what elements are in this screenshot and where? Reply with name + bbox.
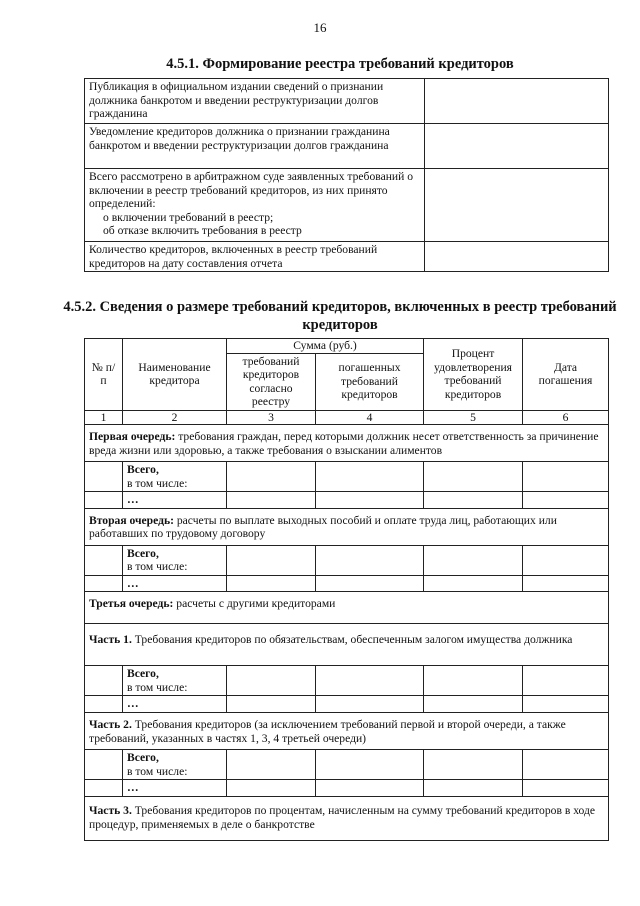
row-label: Публикация в официальном издании сведений о признании должника банкротом и введении реструктуризации долгов гражданина <box>85 79 425 124</box>
column-number: 1 <box>85 410 123 425</box>
ellipsis: … <box>127 493 139 506</box>
table-row <box>85 780 609 797</box>
total-label: Всего, <box>127 546 159 560</box>
total-label: Всего, <box>127 751 159 764</box>
section-text: Требования кредиторов по обязательствам, обеспеченным залогом имущества должника <box>131 633 573 646</box>
section-bold: Третья очередь: <box>89 597 174 610</box>
section-row <box>85 797 609 841</box>
table-row <box>85 545 609 575</box>
section-title <box>85 624 609 666</box>
value-cell <box>425 79 609 124</box>
row-label-group <box>85 169 425 242</box>
header-creditor-name: Наименование кредитора <box>123 339 227 411</box>
section-title <box>85 713 609 750</box>
section-4-5-1-title: 4.5.1. Формирование реестра требований кредиторов <box>166 56 514 72</box>
ellipsis: … <box>127 781 139 794</box>
table-row <box>85 242 609 272</box>
row-sublabel: об отказе включить требования в реестр <box>103 224 302 237</box>
section-4-5-2-title: 4.5.2. Сведения о размере требований кредиторов, включенных в реестр требований кредиторов <box>63 299 617 333</box>
section-bold: Часть 3. <box>89 804 132 817</box>
column-number-row <box>85 410 609 425</box>
ellipsis: … <box>127 576 139 590</box>
section-text: Требования кредиторов (за исключением требований первой и второй очереди, а также требований, указанных в частях 1, 3, 4 третьей очереди) <box>89 718 566 745</box>
incl-label: в том числе: <box>127 476 188 490</box>
table-row <box>85 462 609 492</box>
header-percent: Процент удовлетворения требований кредиторов <box>424 339 523 411</box>
header-claims: требований кредиторов согласно реестру <box>227 353 316 410</box>
incl-label: в том числе: <box>127 680 188 694</box>
total-label: Всего, <box>127 667 159 680</box>
section-title <box>85 508 609 545</box>
section-row <box>85 425 609 462</box>
header-repaid: погашенных требований кредиторов <box>316 353 424 410</box>
table-row <box>85 750 609 780</box>
table-row <box>85 492 609 509</box>
section-text: требования граждан, перед которыми должник несет ответственность за причинение вреда жизни или здоровью, а также требования о взыскании алиментов <box>89 430 599 457</box>
section-title <box>85 592 609 624</box>
section-row <box>85 592 609 624</box>
row-label: Всего рассмотрено в арбитражном суде заявленных требований о включении в реестр требований кредиторов, из них принято определений: <box>89 170 414 210</box>
section-text: Требования кредиторов по процентам, начисленным на сумму требований кредиторов в ходе процедур, применяемых в деле о банкротстве <box>89 804 596 831</box>
column-number: 4 <box>316 410 424 425</box>
table-row <box>85 169 609 242</box>
column-number: 5 <box>424 410 523 425</box>
section-title <box>85 797 609 841</box>
table-row <box>85 124 609 169</box>
total-label: Всего, <box>127 463 159 476</box>
creditors-register-table <box>84 78 609 272</box>
section-bold: Первая очередь: <box>89 430 176 443</box>
header-date: Дата погашения <box>523 339 609 411</box>
table-row <box>85 79 609 124</box>
row-sublabel: о включении требований в реестр; <box>103 210 274 224</box>
table-row <box>85 696 609 713</box>
section-text: расчеты по выплате выходных пособий и оплате труда лиц, работающих или работавших по трудовому договору <box>89 513 557 540</box>
column-number: 2 <box>123 410 227 425</box>
table-row <box>85 575 609 592</box>
section-row <box>85 624 609 666</box>
value-cell <box>425 124 609 169</box>
value-cell <box>425 169 609 242</box>
section-bold: Часть 2. <box>89 718 132 731</box>
section-title <box>85 425 609 462</box>
row-label: Количество кредиторов, включенных в реестр требований кредиторов на дату составления отчета <box>85 242 425 272</box>
row-label: Уведомление кредиторов должника о признании гражданина банкротом и введении реструктуризации долгов гражданина <box>85 124 425 169</box>
section-row <box>85 713 609 750</box>
table-row <box>85 666 609 696</box>
ellipsis: … <box>127 697 139 710</box>
header-num: № п/п <box>85 339 123 411</box>
section-row <box>85 508 609 545</box>
column-number: 6 <box>523 410 609 425</box>
section-text: расчеты с другими кредиторами <box>173 597 336 610</box>
creditors-claims-table <box>84 338 609 841</box>
incl-label: в том числе: <box>127 560 188 573</box>
section-bold: Часть 1. <box>89 633 132 646</box>
section-bold: Вторая очередь: <box>89 513 174 527</box>
header-sum: Сумма (руб.) <box>227 339 424 354</box>
column-number: 3 <box>227 410 316 425</box>
header-row <box>85 339 609 354</box>
value-cell <box>425 242 609 272</box>
page-number: 16 <box>313 20 327 35</box>
incl-label: в том числе: <box>127 764 188 778</box>
